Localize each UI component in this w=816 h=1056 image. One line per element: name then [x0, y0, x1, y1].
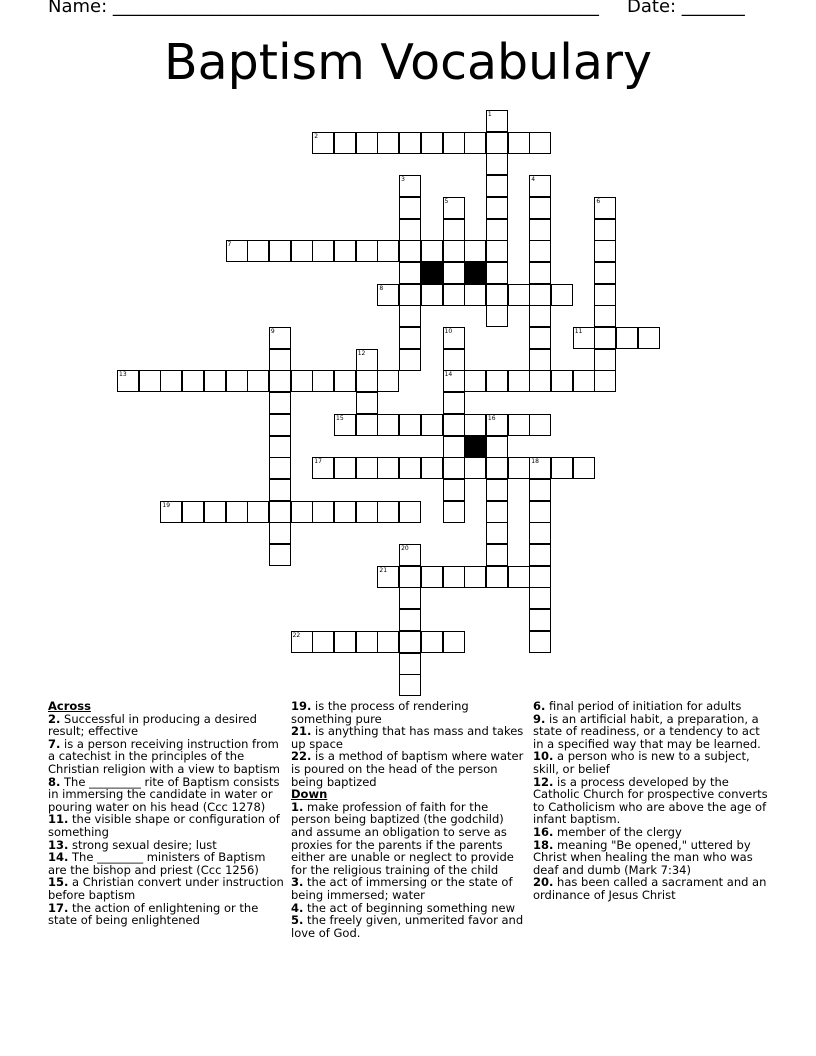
- crossword-cell[interactable]: [529, 305, 551, 327]
- crossword-cell[interactable]: [160, 370, 182, 392]
- crossword-cell[interactable]: [443, 284, 465, 306]
- crossword-cell[interactable]: [529, 327, 551, 349]
- clue-down-12: 12. is a process developed by the Catholic Church for prospective converts to Catholicism who are above the age of infant baptism.: [533, 774, 768, 827]
- crossword-cell[interactable]: [399, 631, 421, 653]
- crossword-cell[interactable]: [312, 132, 334, 154]
- crossword-cell[interactable]: [160, 501, 182, 523]
- crossword-cell[interactable]: [486, 197, 508, 219]
- crossword-cell[interactable]: [594, 305, 616, 327]
- crossword-cell[interactable]: [269, 414, 291, 436]
- crossword-cell[interactable]: [486, 544, 508, 566]
- crossword-cell[interactable]: [356, 414, 378, 436]
- crossword-cell[interactable]: [377, 631, 399, 653]
- crossword-cell[interactable]: [421, 240, 443, 262]
- crossword-cell[interactable]: [594, 327, 616, 349]
- clue-across-19: 19. is the process of rendering something pure: [291, 699, 469, 726]
- crossword-cell[interactable]: [334, 457, 356, 479]
- clue-number-16: 16: [487, 414, 496, 422]
- crossword-cell[interactable]: [443, 370, 465, 392]
- crossword-cell[interactable]: [508, 457, 530, 479]
- crossword-cell[interactable]: [594, 240, 616, 262]
- crossword-cell[interactable]: [443, 240, 465, 262]
- crossword-cell[interactable]: [291, 370, 313, 392]
- crossword-cell[interactable]: [486, 175, 508, 197]
- crossword-cell[interactable]: [508, 370, 530, 392]
- crossword-cell[interactable]: [356, 501, 378, 523]
- crossword-cell[interactable]: [269, 436, 291, 458]
- crossword-cell[interactable]: [443, 501, 465, 523]
- crossword-cell[interactable]: [486, 501, 508, 523]
- page-title: Baptism Vocabulary: [163, 34, 652, 91]
- crossword-cell[interactable]: [443, 457, 465, 479]
- crossword-cell[interactable]: [529, 587, 551, 609]
- crossword-cell[interactable]: [334, 631, 356, 653]
- crossword-cell[interactable]: [443, 327, 465, 349]
- crossword-cell[interactable]: [421, 631, 443, 653]
- crossword-cell[interactable]: [117, 370, 139, 392]
- crossword-cell[interactable]: [399, 566, 421, 588]
- crossword-cell[interactable]: [356, 132, 378, 154]
- clue-number-8: 8: [379, 284, 384, 292]
- clue-number-1: 1: [487, 111, 492, 118]
- clue-down-5: 5. the freely given, unmerited favor and love of God.: [291, 913, 524, 940]
- clue-down-9: 9. is an artificial habit, a preparation, a state of readiness, or a tendency to act in a specified way that may be learned.: [533, 711, 761, 751]
- clue-number-20: 20: [401, 545, 409, 552]
- crossword-cell[interactable]: [529, 479, 551, 501]
- crossword-cell[interactable]: [399, 349, 421, 371]
- clue-across-8: 8. The _________ rite of Baptism consists in immersing the candidate in water or pouring water on his head (Ccc 1278): [48, 774, 280, 814]
- clue-number-3: 3: [401, 176, 405, 184]
- crossword-cell[interactable]: [551, 457, 573, 479]
- crossword-cell[interactable]: [399, 327, 421, 349]
- clue-across-22: 22. is a method of baptism where water is poured on the head of the person being baptized: [291, 749, 524, 789]
- crossword-cell[interactable]: [269, 240, 291, 262]
- crossword-cell[interactable]: [312, 240, 334, 262]
- name-field-label: Name: ______________________________________________________: [48, 0, 599, 17]
- crossword-cell[interactable]: [573, 327, 595, 349]
- crossword-cell[interactable]: [269, 479, 291, 501]
- crossword-cell[interactable]: [443, 414, 465, 436]
- black-square: [421, 262, 443, 284]
- crossword-cell[interactable]: [594, 262, 616, 284]
- crossword-cell[interactable]: [399, 197, 421, 219]
- crossword-cell[interactable]: [334, 132, 356, 154]
- crossword-cell[interactable]: [594, 197, 616, 219]
- crossword-cell[interactable]: [399, 501, 421, 523]
- crossword-cell[interactable]: [269, 370, 291, 392]
- crossword-cell[interactable]: [182, 370, 204, 392]
- crossword-cell[interactable]: [486, 566, 508, 588]
- crossword-cell[interactable]: [356, 370, 378, 392]
- clue-number-18: 18: [531, 458, 539, 466]
- crossword-cell[interactable]: [377, 457, 399, 479]
- crossword-cell[interactable]: [464, 566, 486, 588]
- clue-number-2: 2: [314, 132, 319, 140]
- crossword-cell[interactable]: [377, 414, 399, 436]
- clue-number-21: 21: [379, 566, 388, 574]
- crossword-cell[interactable]: [486, 132, 508, 154]
- clues-column-3: [533, 700, 769, 902]
- crossword-cell[interactable]: [247, 370, 269, 392]
- date-field-label: Date: _______: [627, 0, 745, 17]
- crossword-cell[interactable]: [356, 457, 378, 479]
- crossword-cell[interactable]: [377, 501, 399, 523]
- crossword-cell[interactable]: [573, 370, 595, 392]
- clue-number-15: 15: [336, 414, 344, 422]
- clue-across-21: 21. is anything that has mass and takes up space: [291, 724, 524, 751]
- crossword-cell[interactable]: [529, 370, 551, 392]
- crossword-cell[interactable]: [486, 479, 508, 501]
- black-square: [464, 436, 486, 458]
- crossword-cell[interactable]: [486, 219, 508, 241]
- crossword-cell[interactable]: [529, 240, 551, 262]
- crossword-cell[interactable]: [377, 132, 399, 154]
- crossword-cell[interactable]: [464, 457, 486, 479]
- crossword-cell[interactable]: [443, 219, 465, 241]
- clue-across-17: 17. the action of enlightening or the state of being enlightened: [48, 900, 259, 928]
- crossword-cell[interactable]: [529, 197, 551, 219]
- clue-down-3: 3. the act of immersing or the state of being immersed; water: [291, 875, 513, 902]
- crossword-cell[interactable]: [312, 631, 334, 653]
- crossword-cell[interactable]: [529, 175, 551, 197]
- crossword-cell[interactable]: [377, 566, 399, 588]
- crossword-cell[interactable]: [182, 501, 204, 523]
- crossword-cell[interactable]: [269, 327, 291, 349]
- crossword-cell[interactable]: [529, 501, 551, 523]
- crossword-cell[interactable]: [204, 501, 226, 523]
- crossword-cell[interactable]: [443, 349, 465, 371]
- crossword-cell[interactable]: [399, 284, 421, 306]
- crossword-cell[interactable]: [269, 522, 291, 544]
- clue-down-6: 6. final period of initiation for adults: [533, 699, 742, 713]
- crossword-cell[interactable]: [377, 284, 399, 306]
- crossword-cell[interactable]: [486, 436, 508, 458]
- crossword-cell[interactable]: [247, 240, 269, 262]
- crossword-cell[interactable]: [594, 284, 616, 306]
- crossword-cell[interactable]: [551, 370, 573, 392]
- crossword-cell[interactable]: [312, 501, 334, 523]
- crossword-cell[interactable]: [247, 501, 269, 523]
- clues-column-1: [48, 700, 284, 927]
- crossword-cell[interactable]: [529, 631, 551, 653]
- down-heading: Down: [291, 787, 328, 802]
- clue-number-9: 9: [270, 328, 275, 335]
- clue-number-10: 10: [444, 328, 453, 335]
- clue-number-11: 11: [574, 328, 583, 335]
- clue-number-14: 14: [444, 371, 453, 379]
- crossword-cell[interactable]: [269, 457, 291, 479]
- crossword-cell[interactable]: [356, 392, 378, 414]
- crossword-cell[interactable]: [529, 566, 551, 588]
- crossword-cell[interactable]: [377, 370, 399, 392]
- crossword-cell[interactable]: [464, 132, 486, 154]
- clue-number-13: 13: [119, 371, 127, 379]
- crossword-cell[interactable]: [529, 609, 551, 631]
- crossword-cell[interactable]: [486, 414, 508, 436]
- crossword-cell[interactable]: [356, 349, 378, 371]
- crossword-cell[interactable]: [638, 327, 660, 349]
- crossword-cell[interactable]: [377, 240, 399, 262]
- crossword-cell[interactable]: [529, 522, 551, 544]
- crossword-cell[interactable]: [399, 414, 421, 436]
- crossword-cell[interactable]: [399, 132, 421, 154]
- crossword-cell[interactable]: [486, 284, 508, 306]
- crossword-cell[interactable]: [529, 544, 551, 566]
- crossword-cell[interactable]: [529, 132, 551, 154]
- crossword-cell[interactable]: [508, 132, 530, 154]
- crossword-cell[interactable]: [399, 219, 421, 241]
- crossword-cell[interactable]: [529, 219, 551, 241]
- crossword-cell[interactable]: [334, 501, 356, 523]
- crossword-cell[interactable]: [529, 349, 551, 371]
- crossword-cell[interactable]: [464, 284, 486, 306]
- clue-down-10: 10. a person who is new to a subject, skill, or belief: [533, 749, 750, 776]
- crossword-cell[interactable]: [334, 370, 356, 392]
- crossword-cell[interactable]: [399, 587, 421, 609]
- clue-number-19: 19: [162, 501, 171, 509]
- crossword-cell[interactable]: [594, 370, 616, 392]
- crossword-cell[interactable]: [508, 284, 530, 306]
- crossword-cell[interactable]: [508, 566, 530, 588]
- black-square: [464, 262, 486, 284]
- crossword-cell[interactable]: [399, 544, 421, 566]
- clue-number-7: 7: [227, 241, 232, 249]
- crossword-cell[interactable]: [529, 284, 551, 306]
- clue-across-14: 14. The ________ ministers of Baptism are the bishop and priest (Ccc 1256): [48, 850, 266, 877]
- crossword-cell[interactable]: [486, 110, 508, 132]
- clue-number-6: 6: [596, 197, 601, 205]
- crossword-cell[interactable]: [443, 566, 465, 588]
- crossword-cell[interactable]: [464, 240, 486, 262]
- crossword-cell[interactable]: [399, 305, 421, 327]
- crossword-cell[interactable]: [486, 370, 508, 392]
- crossword-cell[interactable]: [269, 501, 291, 523]
- crossword-cell[interactable]: [421, 284, 443, 306]
- clue-across-7: 7. is a person receiving instruction from a catechist in the principles of the Christian religion with a view to baptism: [48, 736, 280, 776]
- crossword-cell[interactable]: [443, 631, 465, 653]
- crossword-cell[interactable]: [508, 414, 530, 436]
- clue-down-1: 1. make profession of faith for the person being baptized (the godchild) and assume an obligation to serve as proxies for the parents if the parents either are unable or neglect to provide for the religious training of the child: [291, 799, 514, 877]
- crossword-cell[interactable]: [291, 631, 313, 653]
- crossword-cell[interactable]: [312, 370, 334, 392]
- crossword-cell[interactable]: [269, 544, 291, 566]
- crossword-cell[interactable]: [399, 262, 421, 284]
- crossword-cell[interactable]: [486, 522, 508, 544]
- crossword-cell[interactable]: [486, 153, 508, 175]
- crossword-cell[interactable]: [334, 414, 356, 436]
- crossword-cell[interactable]: [594, 219, 616, 241]
- crossword-cell[interactable]: [356, 631, 378, 653]
- crossword-cell[interactable]: [443, 392, 465, 414]
- crossword-cell[interactable]: [399, 609, 421, 631]
- crossword-cell[interactable]: [399, 175, 421, 197]
- clues-column-2: [291, 700, 527, 939]
- crossword-cell[interactable]: [421, 132, 443, 154]
- clue-across-15: 15. a Christian convert under instruction before baptism: [48, 875, 284, 902]
- crossword-cell[interactable]: [356, 240, 378, 262]
- clue-down-20: 20. has been called a sacrament and an ordinance of Jesus Christ: [533, 875, 767, 902]
- crossword-cell[interactable]: [399, 457, 421, 479]
- crossword-cell[interactable]: [486, 262, 508, 284]
- crossword-cell[interactable]: [551, 284, 573, 306]
- crossword-cell[interactable]: [529, 457, 551, 479]
- crossword-cell[interactable]: [529, 262, 551, 284]
- crossword-cell[interactable]: [399, 674, 421, 696]
- crossword-cell[interactable]: [443, 262, 465, 284]
- crossword-cell[interactable]: [464, 414, 486, 436]
- clue-across-11: 11. the visible shape or configuration of something: [48, 812, 280, 839]
- clue-number-5: 5: [444, 197, 449, 205]
- clue-across-2: 2. Successful in producing a desired result; effective: [48, 711, 257, 739]
- clue-down-18: 18. meaning "Be opened," uttered by Christ when healing the man who was deaf and dumb (Mark 7:34): [533, 837, 753, 877]
- crossword-cell[interactable]: [421, 457, 443, 479]
- clue-number-12: 12: [357, 349, 366, 357]
- crossword-cell[interactable]: [334, 240, 356, 262]
- crossword-cell[interactable]: [464, 370, 486, 392]
- crossword-cell[interactable]: [443, 479, 465, 501]
- crossword-cell[interactable]: [226, 370, 248, 392]
- crossword-cell[interactable]: [226, 501, 248, 523]
- clue-down-4: 4. the act of beginning something new: [291, 900, 516, 915]
- crossword-cell[interactable]: [269, 392, 291, 414]
- crossword-cell[interactable]: [421, 414, 443, 436]
- clue-down-16: 16. member of the clergy: [533, 824, 682, 839]
- crossword-cell[interactable]: [269, 349, 291, 371]
- clue-number-22: 22: [292, 631, 301, 639]
- clue-number-17: 17: [314, 458, 322, 466]
- crossword-cell[interactable]: [204, 370, 226, 392]
- crossword-cell[interactable]: [529, 414, 551, 436]
- crossword-cell[interactable]: [139, 370, 161, 392]
- crossword-cell[interactable]: [616, 327, 638, 349]
- crossword-cell[interactable]: [486, 457, 508, 479]
- crossword-cell[interactable]: [421, 566, 443, 588]
- crossword-cell[interactable]: [226, 240, 248, 262]
- clue-across-13: 13. strong sexual desire; lust: [48, 837, 217, 852]
- crossword-cell[interactable]: [443, 132, 465, 154]
- crossword-cell[interactable]: [443, 436, 465, 458]
- crossword-cell[interactable]: [399, 653, 421, 675]
- crossword-cell[interactable]: [399, 240, 421, 262]
- crossword-cell[interactable]: [486, 305, 508, 327]
- crossword-cell[interactable]: [312, 457, 334, 479]
- crossword-cell[interactable]: [291, 501, 313, 523]
- clue-number-4: 4: [531, 176, 536, 184]
- crossword-cell[interactable]: [291, 240, 313, 262]
- crossword-cell[interactable]: [443, 197, 465, 219]
- across-heading: Across: [48, 699, 91, 713]
- crossword-cell[interactable]: [486, 240, 508, 262]
- crossword-cell[interactable]: [594, 349, 616, 371]
- crossword-cell[interactable]: [573, 457, 595, 479]
